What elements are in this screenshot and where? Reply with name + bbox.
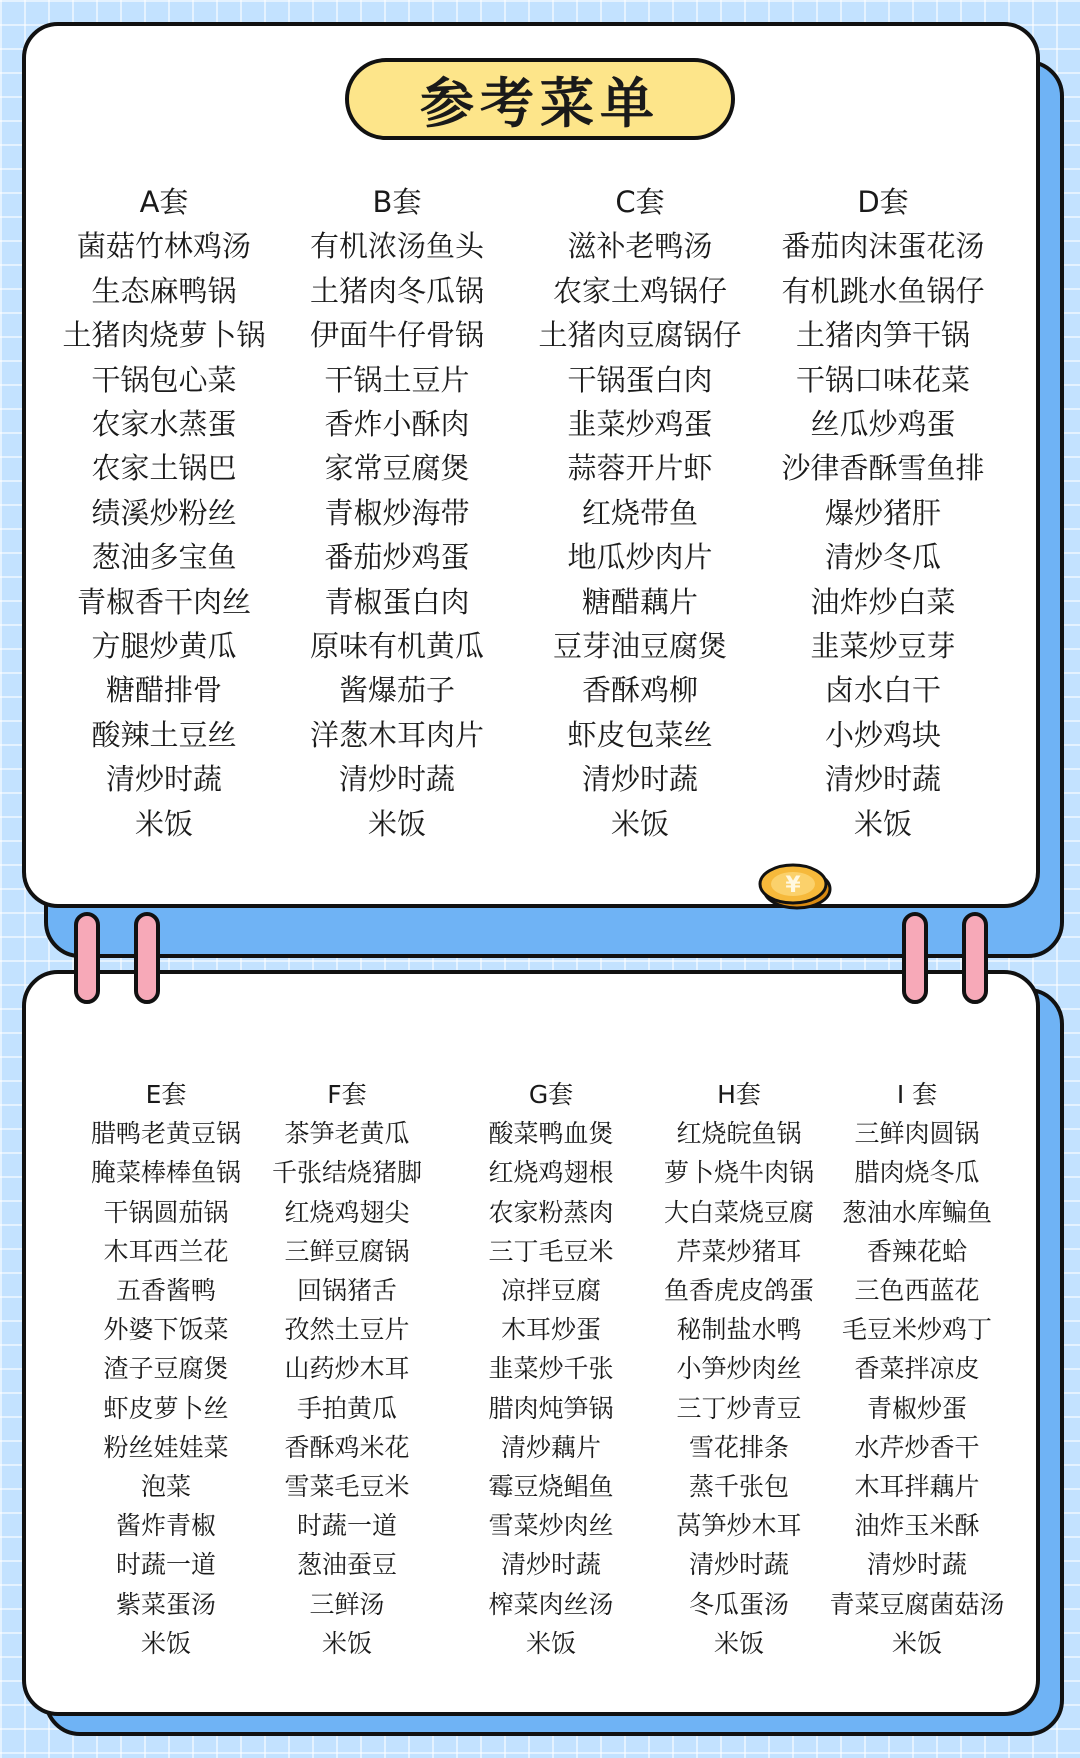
menu-dish: 腌菜棒棒鱼锅	[90, 1158, 241, 1188]
menu-dish: 米饭	[713, 1628, 764, 1658]
coin-icon	[758, 860, 832, 916]
menu-set-header: D套	[857, 185, 909, 219]
menu-dish: 米饭	[610, 806, 669, 841]
menu-dish: 木耳炒蛋	[500, 1315, 601, 1345]
menu-dish: 蒸千张包	[688, 1472, 789, 1502]
menu-dish: 油炸玉米酥	[854, 1511, 980, 1541]
menu-set-column	[453, 1075, 649, 1663]
menu-dish: 毛豆米炒鸡丁	[841, 1315, 992, 1345]
menu-dish: 米饭	[367, 806, 426, 841]
menu-dish: 三丁炒青豆	[676, 1393, 802, 1423]
menu-dish: 大白菜烧豆腐	[663, 1197, 814, 1227]
menu-dish: 米饭	[140, 1628, 191, 1658]
menu-dish: 方腿炒黄瓜	[91, 629, 237, 664]
menu-dish: 糖醋排骨	[105, 673, 222, 708]
menu-dish: 家常豆腐煲	[324, 451, 470, 486]
menu-dish: 腊肉炖笋锅	[488, 1393, 614, 1423]
menu-dish: 青椒炒蛋	[866, 1393, 967, 1423]
menu-dish: 小炒鸡块	[824, 717, 941, 752]
menu-dish: 土猪肉烧萝卜锅	[62, 318, 266, 353]
menu-set-column	[68, 1075, 264, 1663]
menu-dish: 清炒时蔬	[500, 1550, 601, 1580]
menu-dish: 鱼香虎皮鸽蛋	[663, 1276, 814, 1306]
menu-set-header: A套	[139, 185, 189, 219]
menu-dish: 粉丝娃娃菜	[103, 1432, 229, 1462]
menu-dish: 五香酱鸭	[115, 1276, 216, 1306]
coin-symbol: ¥	[785, 873, 801, 898]
menu-dish: 酸辣土豆丝	[91, 717, 237, 752]
menu-dish: 米饭	[134, 806, 193, 841]
menu-dish: 三鲜汤	[309, 1589, 385, 1619]
menu-dish: 滋补老鸭汤	[567, 229, 713, 264]
menu-set-header: F套	[327, 1080, 367, 1109]
menu-dish: 清炒时蔬	[338, 762, 455, 797]
menu-dish: 土猪肉笋干锅	[795, 318, 970, 353]
page-title: 参考菜单	[345, 58, 735, 140]
menu-set-header: H套	[717, 1080, 761, 1109]
ring-binder-icon	[74, 912, 100, 1004]
menu-dish: 千张结烧猪脚	[271, 1158, 422, 1188]
menu-dish: 糖醋藕片	[581, 584, 698, 619]
menu-dish: 韭菜炒豆芽	[810, 629, 956, 664]
menu-dish: 油炸炒白菜	[810, 584, 956, 619]
menu-set-column	[819, 1075, 1015, 1663]
menu-dish: 清炒时蔬	[866, 1550, 967, 1580]
menu-dish: 茶笋老黄瓜	[284, 1119, 410, 1149]
menu-dish: 渣子豆腐煲	[103, 1354, 229, 1384]
menu-dish: 回锅猪舌	[296, 1276, 397, 1306]
menu-set-header: C套	[615, 185, 665, 219]
menu-set-header: E套	[145, 1080, 187, 1109]
menu-dish: 青椒香干肉丝	[76, 584, 251, 619]
menu-dish: 香酥鸡米花	[284, 1432, 410, 1462]
menu-dish: 干锅土豆片	[324, 362, 470, 397]
menu-dish: 山药炒木耳	[284, 1354, 410, 1384]
menu-dish: 腊肉烧冬瓜	[854, 1158, 980, 1188]
menu-dish: 莴笋炒木耳	[676, 1511, 802, 1541]
menu-dish: 农家水蒸蛋	[91, 407, 237, 442]
menu-dish: 青椒蛋白肉	[324, 584, 470, 619]
menu-dish: 番茄肉沫蛋花汤	[781, 229, 985, 264]
menu-set-column	[46, 180, 282, 846]
menu-dish: 米饭	[891, 1628, 942, 1658]
menu-dish: 雪花排条	[688, 1432, 789, 1462]
menu-dish: 酱爆茄子	[338, 673, 455, 708]
menu-dish: 虾皮包菜丝	[567, 717, 713, 752]
menu-dish: 地瓜炒肉片	[567, 540, 713, 575]
menu-dish: 米饭	[853, 806, 912, 841]
menu-dish: 时蔬一道	[296, 1511, 397, 1541]
menu-dish: 清炒冬瓜	[824, 540, 941, 575]
menu-dish: 农家粉蒸肉	[488, 1197, 614, 1227]
menu-dish: 时蔬一道	[115, 1550, 216, 1580]
menu-set-column	[522, 180, 758, 846]
menu-dish: 葱油水库鳊鱼	[841, 1197, 992, 1227]
menu-dish: 腊鸭老黄豆锅	[90, 1119, 241, 1149]
menu-dish: 有机浓汤鱼头	[309, 229, 484, 264]
menu-dish: 榨菜肉丝汤	[488, 1589, 614, 1619]
menu-dish: 外婆下饭菜	[103, 1315, 229, 1345]
menu-dish: 葱油多宝鱼	[91, 540, 237, 575]
menu-dish: 香菜拌凉皮	[854, 1354, 980, 1384]
menu-dish: 三鲜豆腐锅	[284, 1236, 410, 1266]
ring-binder-icon	[962, 912, 988, 1004]
menu-dish: 番茄炒鸡蛋	[324, 540, 470, 575]
menu-dish: 冬瓜蛋汤	[688, 1589, 789, 1619]
menu-dish: 酸菜鸭血煲	[488, 1119, 614, 1149]
menu-dish: 农家土锅巴	[91, 451, 237, 486]
menu-dish: 三色西蓝花	[854, 1276, 980, 1306]
menu-dish: 绩溪炒粉丝	[91, 495, 237, 530]
menu-set-column	[279, 180, 515, 846]
menu-dish: 清炒藕片	[500, 1432, 601, 1462]
menu-dish: 雪菜炒肉丝	[488, 1511, 614, 1541]
ring-binder-icon	[134, 912, 160, 1004]
menu-dish: 青菜豆腐菌菇汤	[829, 1589, 1005, 1619]
menu-dish: 韭菜炒鸡蛋	[567, 407, 713, 442]
menu-dish: 菌菇竹林鸡汤	[76, 229, 251, 264]
menu-dish: 萝卜烧牛肉锅	[663, 1158, 814, 1188]
menu-set-column	[249, 1075, 445, 1663]
menu-dish: 土猪肉冬瓜锅	[309, 273, 484, 308]
menu-dish: 三丁毛豆米	[488, 1236, 614, 1266]
menu-dish: 卤水白干	[824, 673, 941, 708]
menu-dish: 伊面牛仔骨锅	[309, 318, 484, 353]
menu-dish: 土猪肉豆腐锅仔	[538, 318, 742, 353]
menu-dish: 泡菜	[140, 1472, 191, 1502]
menu-dish: 原味有机黄瓜	[309, 629, 484, 664]
menu-dish: 农家土鸡锅仔	[552, 273, 727, 308]
menu-dish: 红烧鸡翅尖	[284, 1197, 410, 1227]
menu-set-header: I 套	[896, 1080, 938, 1109]
menu-dish: 香炸小酥肉	[324, 407, 470, 442]
menu-dish: 酱炸青椒	[115, 1511, 216, 1541]
menu-dish: 生态麻鸭锅	[91, 273, 237, 308]
menu-dish: 手拍黄瓜	[296, 1393, 397, 1423]
menu-dish: 清炒时蔬	[688, 1550, 789, 1580]
menu-dish: 小笋炒肉丝	[676, 1354, 802, 1384]
menu-dish: 香酥鸡柳	[581, 673, 698, 708]
ring-binder-icon	[902, 912, 928, 1004]
menu-dish: 丝瓜炒鸡蛋	[810, 407, 956, 442]
menu-set-column	[641, 1075, 837, 1663]
menu-dish: 雪菜毛豆米	[284, 1472, 410, 1502]
menu-set-column	[765, 180, 1001, 846]
menu-dish: 青椒炒海带	[324, 495, 470, 530]
menu-dish: 香辣花蛤	[866, 1236, 967, 1266]
menu-dish: 干锅口味花菜	[795, 362, 970, 397]
menu-dish: 木耳拌藕片	[854, 1472, 980, 1502]
menu-dish: 干锅包心菜	[91, 362, 237, 397]
menu-dish: 秘制盐水鸭	[676, 1315, 802, 1345]
menu-dish: 清炒时蔬	[824, 762, 941, 797]
menu-dish: 水芹炒香干	[854, 1432, 980, 1462]
menu-dish: 米饭	[321, 1628, 372, 1658]
menu-dish: 干锅圆茄锅	[103, 1197, 229, 1227]
menu-dish: 蒜蓉开片虾	[567, 451, 713, 486]
menu-dish: 三鲜肉圆锅	[854, 1119, 980, 1149]
menu-set-header: B套	[372, 185, 422, 219]
menu-dish: 紫菜蛋汤	[115, 1589, 216, 1619]
menu-dish: 红烧鸡翅根	[488, 1158, 614, 1188]
menu-dish: 芹菜炒猪耳	[676, 1236, 802, 1266]
menu-dish: 红烧皖鱼锅	[676, 1119, 802, 1149]
menu-dish: 米饭	[525, 1628, 576, 1658]
menu-dish: 红烧带鱼	[581, 495, 698, 530]
menu-dish: 爆炒猪肝	[824, 495, 941, 530]
menu-dish: 清炒时蔬	[105, 762, 222, 797]
menu-set-header: G套	[528, 1080, 574, 1109]
menu-dish: 干锅蛋白肉	[567, 362, 713, 397]
menu-dish: 孜然土豆片	[284, 1315, 410, 1345]
menu-dish: 木耳西兰花	[103, 1236, 229, 1266]
menu-dish: 韭菜炒千张	[488, 1354, 614, 1384]
menu-dish: 有机跳水鱼锅仔	[781, 273, 985, 308]
menu-dish: 豆芽油豆腐煲	[552, 629, 727, 664]
menu-dish: 清炒时蔬	[581, 762, 698, 797]
menu-dish: 虾皮萝卜丝	[103, 1393, 229, 1423]
menu-dish: 洋葱木耳肉片	[309, 717, 484, 752]
menu-dish: 霉豆烧鲳鱼	[488, 1472, 614, 1502]
menu-dish: 沙律香酥雪鱼排	[781, 451, 985, 486]
menu-dish: 葱油蚕豆	[296, 1550, 397, 1580]
menu-dish: 凉拌豆腐	[500, 1276, 601, 1306]
